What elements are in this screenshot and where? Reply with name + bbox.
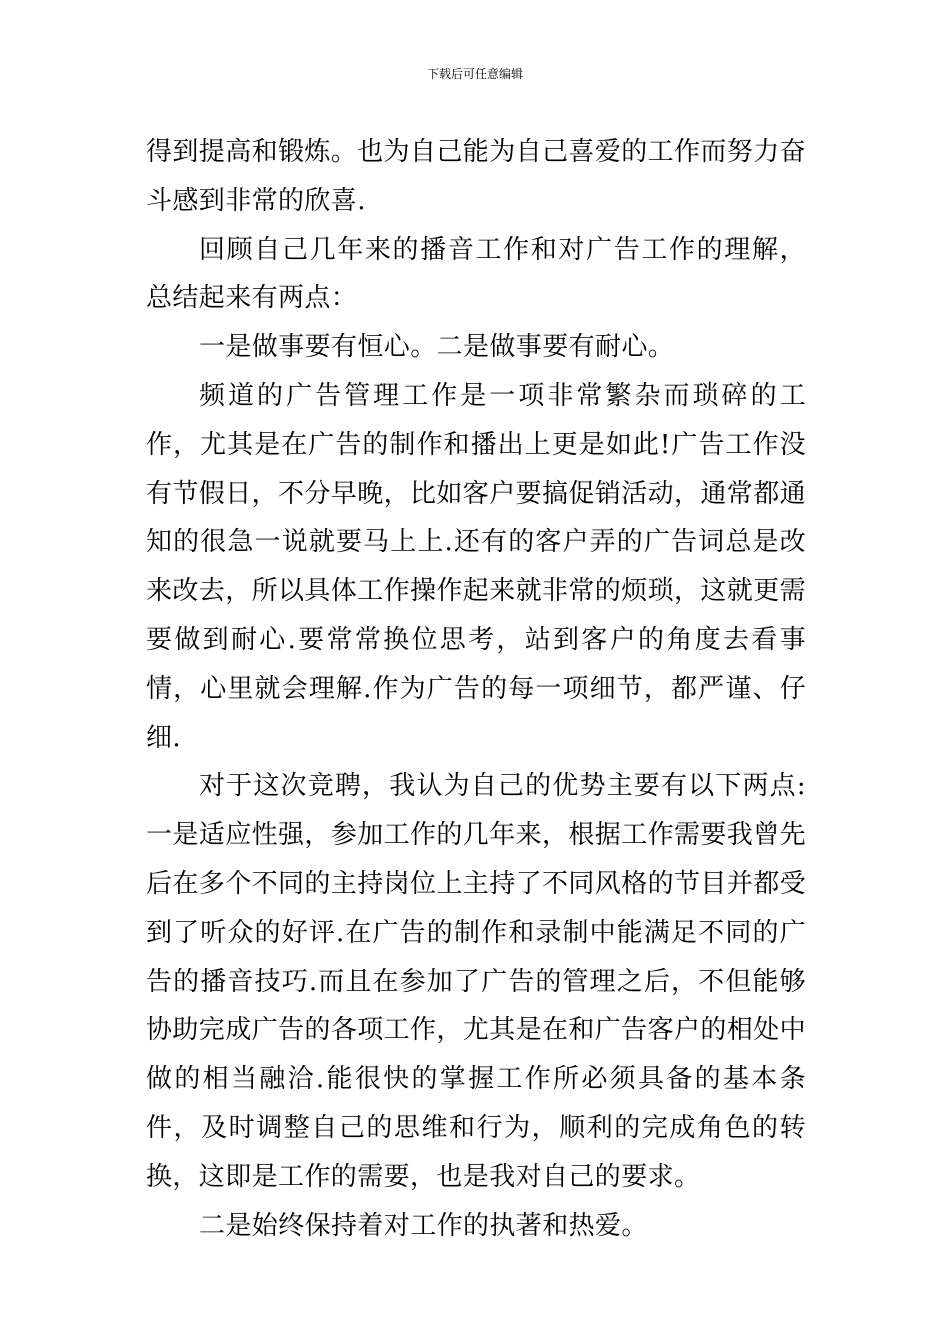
page-header: 下载后可任意编辑 xyxy=(426,67,523,81)
paragraph-4: 频道的广告管理工作是一项非常繁杂而琐碎的工作，尤其是在广告的制作和播出上更是如此!广告工作没有节假日，不分早晚，比如客户要搞促销活动，通常都通知的很急一说就要马上上.还有的客户弄的广告词总是改来改去，所以具体工作操作起来就非常的烦琐，这就更需要做到耐心.要常常换位思考，站到客户的角度去看事情，心里就会理解.作为广告的每一项细节，都严谨、仔细. xyxy=(146,380,807,753)
paragraph-3: 一是做事要有恒心。二是做事要有耐心。 xyxy=(199,332,675,363)
document-body xyxy=(146,128,806,1250)
paragraph-2: 回顾自己几年来的播音工作和对广告工作的理解，总结起来有两点： xyxy=(146,234,806,314)
paragraph-1: 得到提高和锻炼。也为自己能为自己喜爱的工作而努力奋斗感到非常的欣喜. xyxy=(146,137,807,216)
paragraph-5: 对于这次竞聘，我认为自己的优势主要有以下两点:一是适应性强，参加工作的几年来，根据工作需要我曾先后在多个不同的主持岗位上主持了不同风格的节目并都受到了听众的好评.在广告的制作和录制中能满足不同的广告的播音技巧.而且在参加了广告的管理之后，不但能够协助完成广告的各项工作，尤其是在和广告客户的相处中做的相当融洽.能很快的掌握工作所必须具备的基本条件，及时调整自己的思维和行为，顺利的完成角色的转换，这即是工作的需要，也是我对自己的要求。 xyxy=(146,771,807,1192)
paragraph-6: 二是始终保持着对工作的执著和热爱。 xyxy=(199,1210,648,1241)
